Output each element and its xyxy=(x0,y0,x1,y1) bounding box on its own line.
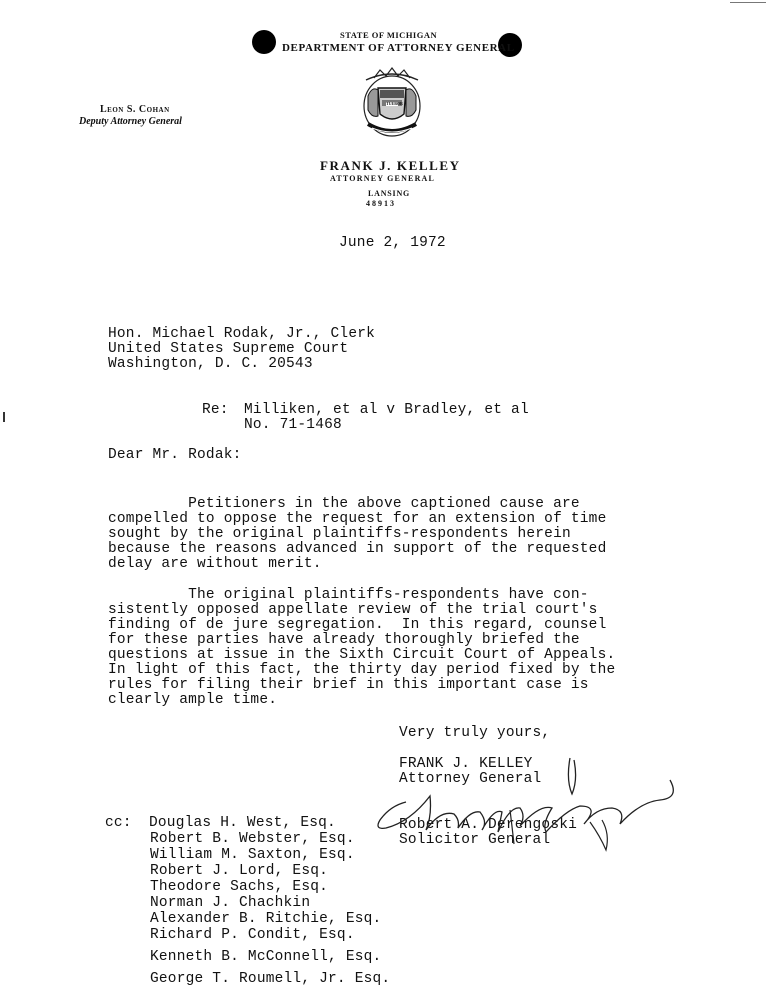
margin-mark xyxy=(730,2,766,3)
paragraph-line: Petitioners in the above captioned cause are xyxy=(108,496,580,512)
ag-title: ATTORNEY GENERAL xyxy=(330,174,436,183)
addressee-line: United States Supreme Court xyxy=(108,341,349,357)
cc-name: Alexander B. Ritchie, Esq. xyxy=(150,911,382,927)
signer-title-1: Attorney General xyxy=(399,771,542,787)
addressee-line: Hon. Michael Rodak, Jr., Clerk xyxy=(108,326,376,342)
body-paragraph-1 xyxy=(108,497,606,572)
paragraph-line: questions at issue in the Sixth Circuit Court of Appeals. xyxy=(108,647,616,663)
body-paragraph-2 xyxy=(108,588,615,708)
re-case-name: Milliken, et al v Bradley, et al xyxy=(244,402,529,418)
cc-label: cc: xyxy=(105,815,132,831)
seal-motto: TUEBOR xyxy=(386,101,403,106)
paragraph-line: because the reasons advanced in support of the requested xyxy=(108,541,607,557)
cc-name: Norman J. Chachkin xyxy=(150,895,311,911)
signer-name-1: FRANK J. KELLEY xyxy=(399,756,533,772)
addressee-block xyxy=(108,327,375,372)
re-case-number: No. 71-1468 xyxy=(244,417,342,433)
signer-name-2: Robert A. Derengoski xyxy=(399,817,578,833)
deputy-title: Deputy Attorney General xyxy=(79,116,182,127)
signature-image xyxy=(370,750,690,860)
letterhead-department: DEPARTMENT OF ATTORNEY GENERAL xyxy=(282,42,515,54)
paragraph-line: finding of de jure segregation. In this regard, counsel xyxy=(108,617,607,633)
letterhead-state: STATE OF MICHIGAN xyxy=(340,30,438,40)
city: LANSING xyxy=(368,189,411,198)
paragraph-line: In light of this fact, the thirty day period fixed by the xyxy=(108,662,616,678)
punch-hole-left xyxy=(252,30,276,54)
margin-mark xyxy=(3,412,5,422)
salutation: Dear Mr. Rodak: xyxy=(108,447,242,463)
valediction: Very truly yours, xyxy=(399,725,551,741)
cc-list xyxy=(150,816,390,987)
re-label: Re: xyxy=(202,402,229,418)
cc-name: Richard P. Condit, Esq. xyxy=(150,927,355,943)
paragraph-line: sought by the original plaintiffs-respondents herein xyxy=(108,526,571,542)
signer-title-2: Solicitor General xyxy=(399,832,551,848)
paragraph-line: rules for filing their brief in this important case is xyxy=(108,677,589,693)
cc-name: Douglas H. West, Esq. xyxy=(149,815,336,831)
paragraph-line: compelled to oppose the request for an extension of time xyxy=(108,511,607,527)
paragraph-line: delay are without merit. xyxy=(108,556,322,572)
cc-name: George T. Roumell, Jr. Esq. xyxy=(150,971,391,987)
paragraph-line: for these parties have already thoroughly briefed the xyxy=(108,632,580,648)
deputy-name: Leon S. Cohan xyxy=(100,104,170,115)
addressee-line: Washington, D. C. 20543 xyxy=(108,356,313,372)
cc-name: Robert B. Webster, Esq. xyxy=(150,831,355,847)
cc-name: Kenneth B. McConnell, Esq. xyxy=(150,949,382,965)
paragraph-line: The original plaintiffs-respondents have con- xyxy=(108,587,589,603)
ag-name: FRANK J. KELLEY xyxy=(320,158,461,173)
paragraph-line: sistently opposed appellate review of the trial court's xyxy=(108,602,598,618)
cc-name: Theodore Sachs, Esq. xyxy=(150,879,329,895)
state-seal-icon xyxy=(360,66,424,140)
letter-date: June 2, 1972 xyxy=(339,235,446,251)
paragraph-line: clearly ample time. xyxy=(108,692,278,708)
cc-name: William M. Saxton, Esq. xyxy=(150,847,355,863)
cc-name: Robert J. Lord, Esq. xyxy=(150,863,329,879)
zip: 4 8 9 1 3 xyxy=(366,199,394,208)
